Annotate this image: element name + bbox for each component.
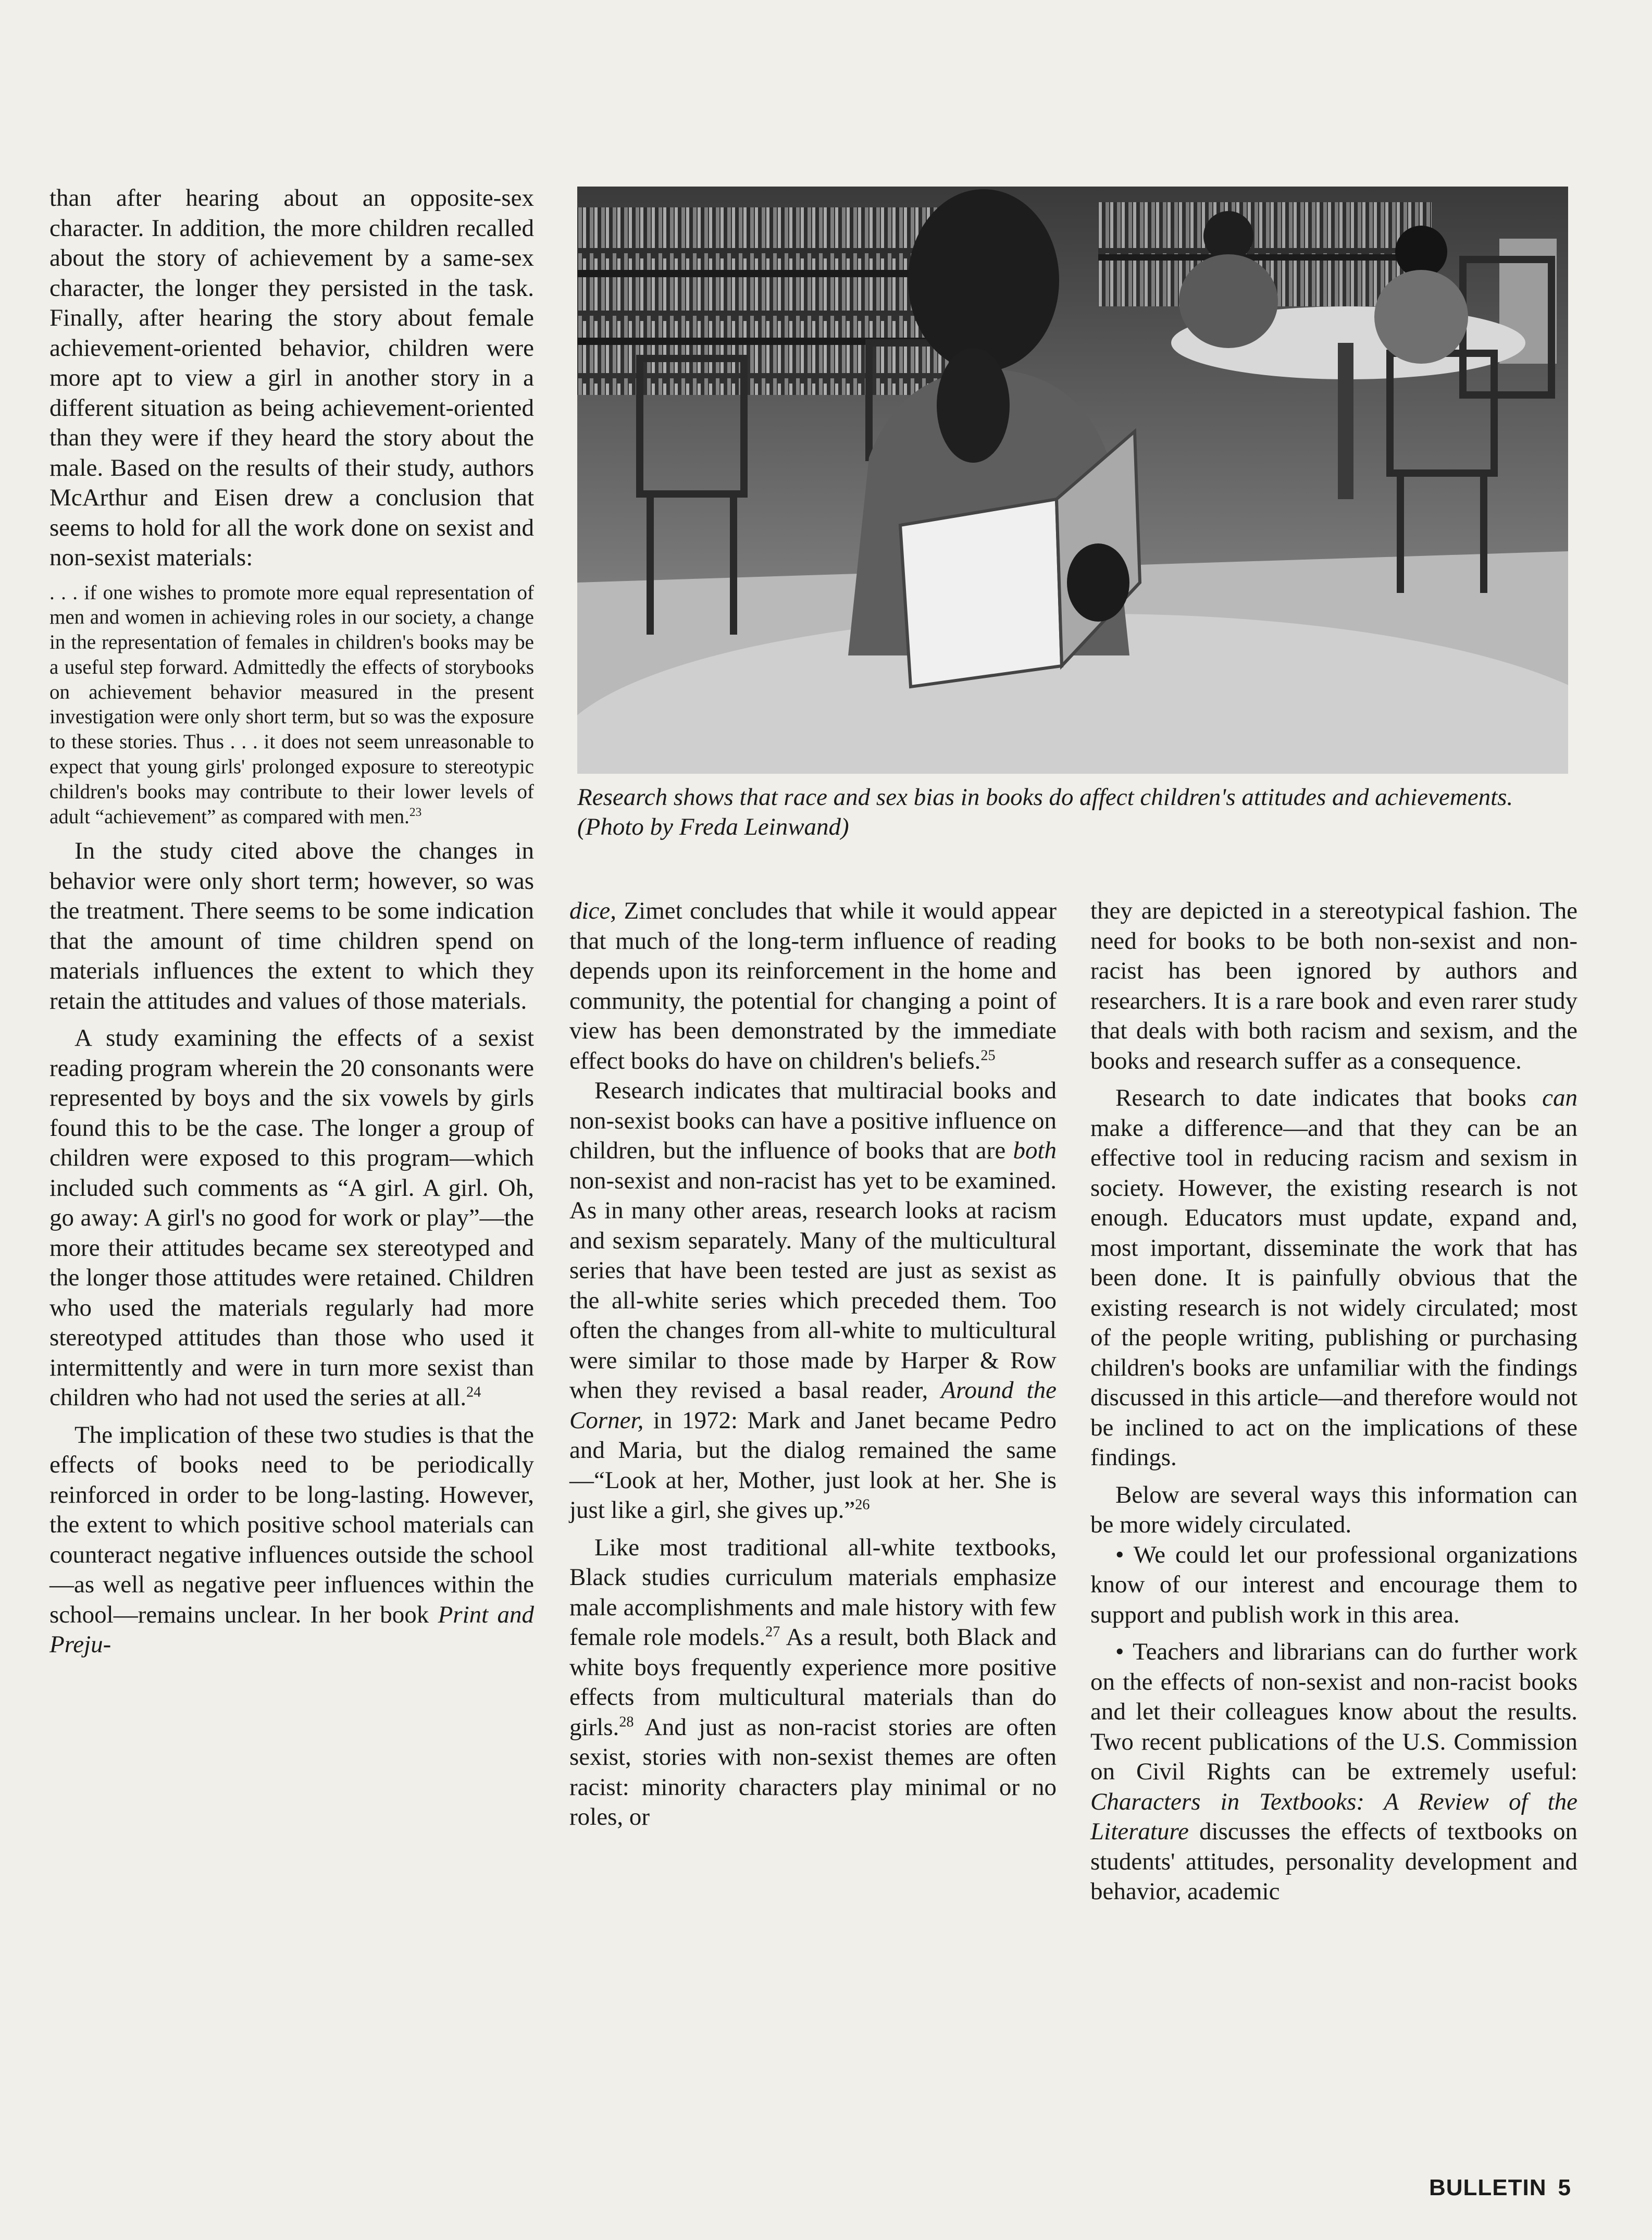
book-title: Print and Preju- xyxy=(49,1601,534,1659)
paragraph-text: in 1972: Mark and Janet became Pedro and Maria, but the dialog remained the same—“Look at her, Mother, just look at her. She is just like a girl, she gives up.” xyxy=(569,1406,1057,1524)
paragraph: than after hearing about an opposite-sex character. In addition, the more children recalled about the story of achievement by a same-sex character, the longer they persisted in the task. Finally, after hearing the story about female achievement-oriented behavior, children were more apt to view a girl in another story in a different situation as being achievement-oriented than they were if they heard the story about the male. Based on the results of their study, authors McArthur and Eisen drew a conclusion that seems to hold for all the work done on sexist and non-sexist materials: xyxy=(49,184,534,571)
paragraph: they are depicted in a stereotypical fashion. The need for books to be both non-sexist and non-racist has been ignored by authors and researchers. It is a rare book and even rarer study that deals with both racism and sexism, and the books and research suffer as a consequence. xyxy=(1090,897,1578,1074)
paragraph xyxy=(49,1023,534,1413)
paragraph-text: non-sexist and non-racist has yet to be examined. As in many other areas, research looks at racism and sexism separately. Many of the multicultural series that have been tested are just as sexist as the all-white series which preceded them. Too often the changes from all-white to multicultural were similar to those made by Harper & Row when they revised a basal reader, xyxy=(569,1167,1057,1404)
paragraph-text: As a result, both Black and white boys frequently experience more positive effects from multicultural materials than do girls. xyxy=(569,1624,1057,1741)
paragraph-text: Like most traditional all-white textbooks, Black studies curriculum materials emphasize male accomplishments and male history with few female role models. xyxy=(569,1533,1057,1651)
paragraph xyxy=(49,1420,534,1660)
emphasis: can xyxy=(1542,1084,1578,1111)
book-title: Characters in Textbooks: A Review of the Literature xyxy=(1090,1788,1578,1845)
text-column-1 xyxy=(49,183,534,1660)
text-column-2 xyxy=(569,896,1057,1833)
footnote-ref: 24 xyxy=(466,1384,481,1401)
footnote-ref: 23 xyxy=(409,805,422,819)
paragraph-text: Research to date indicates that books xyxy=(1115,1084,1543,1111)
page-number: 5 xyxy=(1558,2175,1571,2200)
paragraph-text: make a difference—and that they can be an effective tool in reducing racism and sexism in society. However, the existing research is not enough. Educators must update, expand and, most important, disseminate the work that has been done. It is painfully obvious that the existing research is not widely circulated; most of the people writing, publishing or purchasing children's books are unfamiliar with the findings discussed in this article—and therefore would not be inclined to act on the implications of these findings. xyxy=(1090,1114,1578,1471)
paragraph-text: A study examining the effects of a sexist reading program wherein the 20 consonants were represented by boys and the six vowels by girls found this to be the case. The longer a group of children were exposed to this program—which included such comments as “A girl. A girl. Oh, go away: A girl's no good for work or play”—the more their attitudes became sex stereotyped and the longer those attitudes were retained. Children who used the materials regularly had more stereotyped attitudes than those who used it intermittently and were in turn more sexist than children who had not used the series at all. xyxy=(49,1024,534,1412)
paragraph-text: • Teachers and librarians can do further work on the effects of non-sexist and non-racist books and let their colleagues know about the results. Two recent publications of the U.S. Commission on Civil Rights can be extremely useful: xyxy=(1090,1638,1578,1785)
paragraph xyxy=(569,1076,1057,1526)
library-photo xyxy=(577,187,1568,774)
bullet-item: • We could let our professional organizations know of our interest and encourage them to support and publish work in this area. xyxy=(1090,1541,1578,1628)
emphasis: both xyxy=(1013,1137,1057,1164)
book-title: Around the Corner, xyxy=(569,1377,1057,1434)
paragraph: In the study cited above the changes in behavior were only short term; however, so was the treatment. There seems to be some indication that the amount of time children spend on materials influences the extent to which they retain the attitudes and values of those materials. xyxy=(49,837,534,1014)
bullet-item xyxy=(1090,1637,1578,1907)
quote-text: . . . if one wishes to promote more equal representation of men and women in achieving roles in our society, a change in the representation of females in children's books may be a useful step forward. Admittedly the effects of storybooks on achievement behavior measured in the present investigation were only short term, but so was the exposure to these stories. Thus . . . it does not seem unreasonable to expect that young girls' prolonged exposure to stereotypic children's books may contribute to their lower levels of adult “achievement” as compared with men. xyxy=(49,581,534,828)
footnote-ref: 26 xyxy=(855,1496,870,1513)
paragraph-text: The implication of these two studies is that the effects of books need to be periodically reinforced in order to be long-lasting. However, the extent to which positive school materials can counteract negative influences outside the school—as well as negative peer influences within the school—remains unclear. In her book xyxy=(49,1421,534,1628)
paragraph-text: And just as non-racist stories are often sexist, stories with non-sexist themes are often racist: minority characters play minimal or no roles, or xyxy=(569,1713,1057,1830)
footnote-ref: 25 xyxy=(980,1047,996,1063)
paragraph xyxy=(569,1533,1057,1833)
paragraph xyxy=(569,896,1057,1076)
paragraph-text: Zimet concludes that while it would appear that much of the long-term influence of reading depends upon its reinforcement in the home and community, the potential for changing a point of view has been demonstrated by the immediate effect books do have on children's beliefs. xyxy=(569,897,1057,1074)
paragraph-text: Research indicates that multiracial books and non-sexist books can have a positive influence on children, but the influence of books that are xyxy=(569,1077,1057,1164)
text-column-3 xyxy=(1090,896,1578,1907)
footnote-ref: 28 xyxy=(619,1713,634,1730)
paragraph: Below are several ways this information can be more widely circulated. xyxy=(1090,1481,1578,1538)
block-quote xyxy=(49,580,534,830)
book-title: dice, xyxy=(569,897,617,924)
paragraph-text: discusses the effects of textbooks on students' attitudes, personality development and behavior, academic xyxy=(1090,1818,1578,1905)
footnote-ref: 27 xyxy=(765,1624,780,1640)
publication-name: BULLETIN xyxy=(1429,2175,1547,2200)
paragraph xyxy=(1090,1083,1578,1473)
photo-caption: Research shows that race and sex bias in books do affect children's attitudes and achievements. (Photo by Freda Leinwand) xyxy=(577,784,1513,840)
page-footer xyxy=(1429,2175,1571,2201)
